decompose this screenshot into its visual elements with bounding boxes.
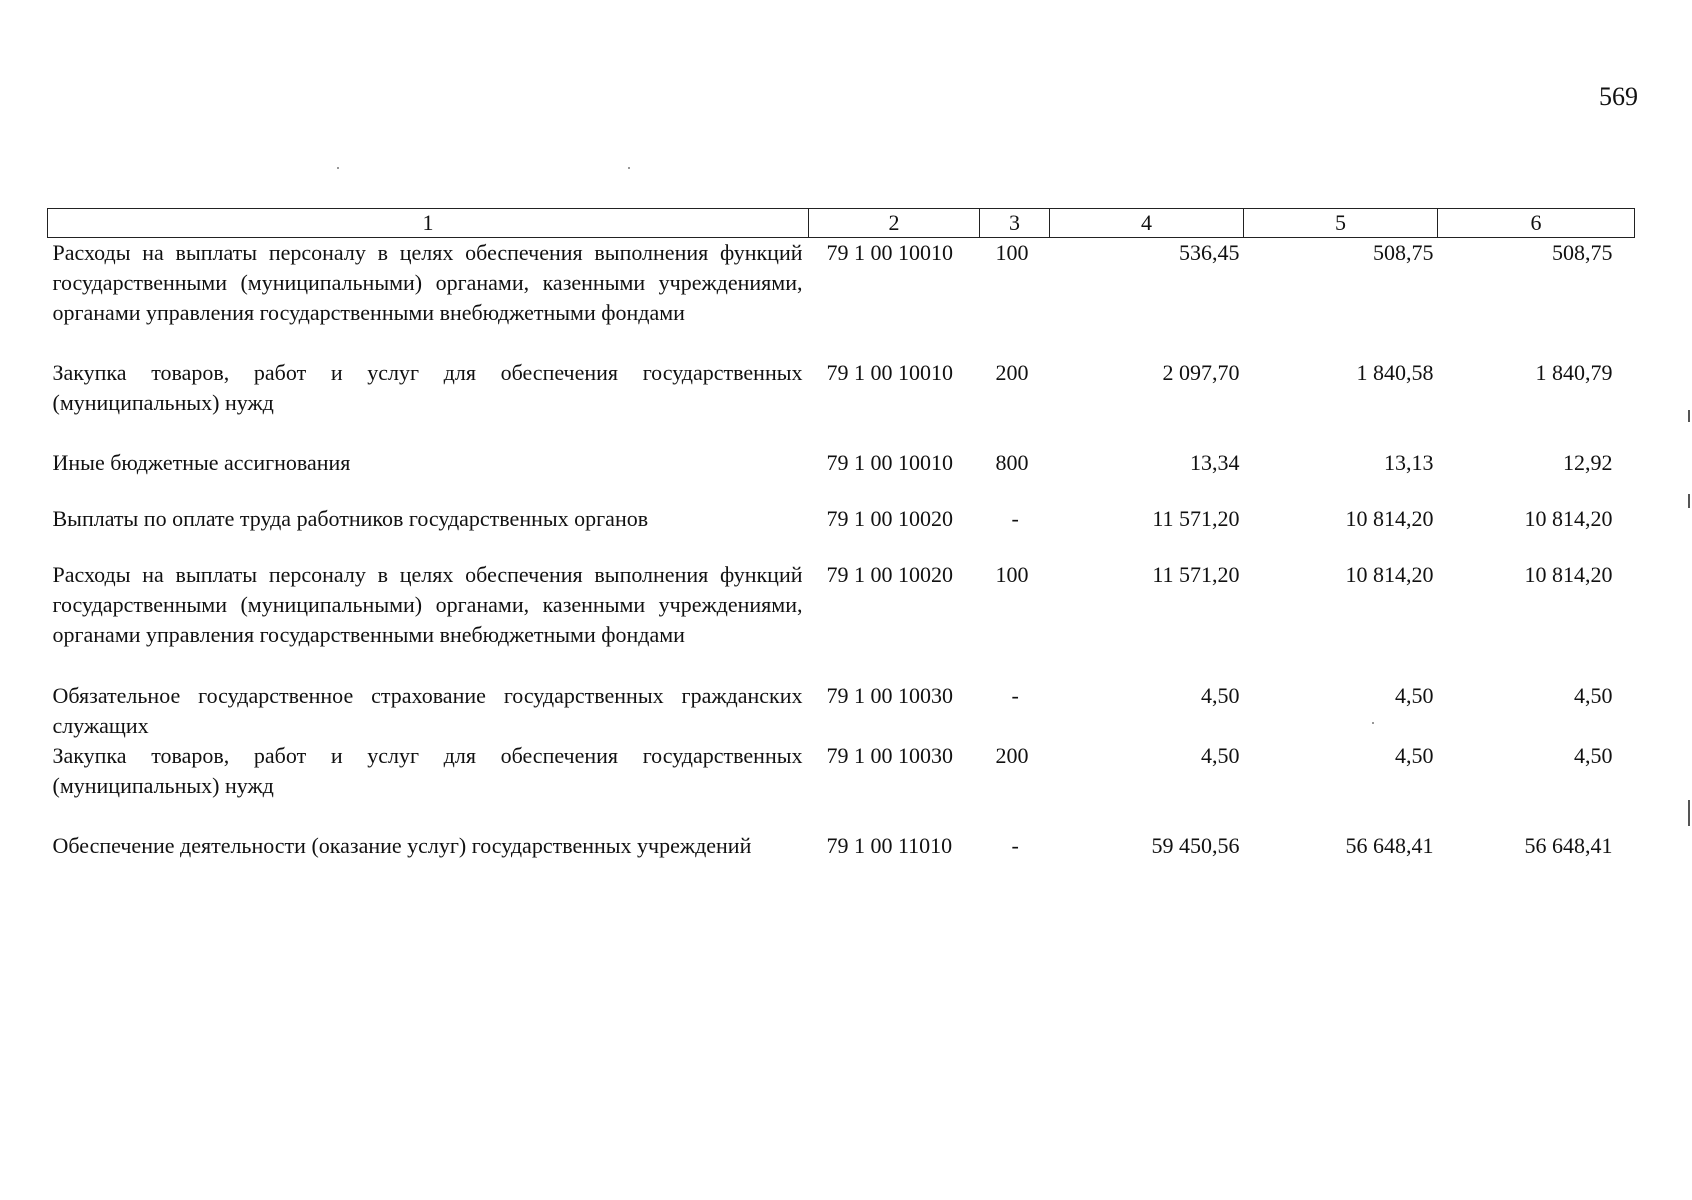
row-code: 79 1 00 10010 (826, 450, 953, 475)
row-value-6: 12,92 (1563, 450, 1613, 475)
row-code: 79 1 00 10020 (826, 562, 953, 587)
table-row (48, 560, 1635, 681)
row-name: Иные бюджетные ассигнования (52, 450, 351, 475)
row-value-5: 1 840,58 (1356, 360, 1434, 385)
row-value-4: 536,45 (1179, 240, 1240, 265)
row-value-4: 59 450,56 (1151, 833, 1240, 858)
header-row (48, 209, 1635, 238)
row-value-5: 56 648,41 (1345, 833, 1434, 858)
row-value-4: 4,50 (1201, 743, 1240, 768)
row-value-5: 10 814,20 (1345, 506, 1434, 531)
table-row (48, 358, 1635, 448)
row-type: 200 (995, 360, 1029, 385)
page-number: 569 (1599, 82, 1638, 111)
row-code: 79 1 00 10030 (826, 683, 953, 708)
table-row (48, 831, 1635, 861)
row-type: 100 (995, 562, 1029, 587)
header-cell-2: 2 (809, 209, 980, 238)
row-value-5: 4,50 (1395, 743, 1434, 768)
scan-edge-mark (1688, 494, 1690, 508)
row-value-6: 4,50 (1574, 743, 1613, 768)
row-value-4: 2 097,70 (1162, 360, 1240, 385)
table-row (48, 504, 1635, 560)
row-name: Обязательное государственное страхование государственных гражданских служащих (52, 683, 803, 738)
row-value-6: 4,50 (1574, 683, 1613, 708)
row-value-6: 56 648,41 (1524, 833, 1613, 858)
header-cell-1: 1 (48, 209, 809, 238)
table-row (48, 681, 1635, 741)
row-name: Выплаты по оплате труда работников государственных органов (52, 506, 649, 531)
scan-speck (337, 167, 339, 169)
row-type: - (1011, 506, 1019, 531)
row-type: 200 (995, 743, 1029, 768)
row-name: Обеспечение деятельности (оказание услуг) государственных учреждений (52, 833, 752, 858)
table-header (48, 209, 1635, 238)
row-value-6: 10 814,20 (1524, 506, 1613, 531)
row-value-6: 508,75 (1552, 240, 1613, 265)
row-type: - (1011, 683, 1019, 708)
scan-speck (628, 167, 630, 169)
header-cell-3: 3 (980, 209, 1050, 238)
row-code: 79 1 00 10030 (826, 743, 953, 768)
header-cell-5: 5 (1244, 209, 1438, 238)
row-value-4: 13,34 (1190, 450, 1240, 475)
header-cell-4: 4 (1050, 209, 1244, 238)
row-value-4: 11 571,20 (1152, 562, 1240, 587)
row-value-5: 10 814,20 (1345, 562, 1434, 587)
row-code: 79 1 00 10020 (826, 506, 953, 531)
row-name: Расходы на выплаты персоналу в целях обеспечения выполнения функций государственными (муниципальными) органами, казенными учреждениями, органами управления государственными внебюджетными фондами (52, 240, 803, 325)
row-code: 79 1 00 10010 (826, 240, 953, 265)
scan-edge-mark (1688, 800, 1690, 826)
row-name: Закупка товаров, работ и услуг для обеспечения государственных (муниципальных) нужд (52, 360, 803, 415)
row-value-5: 508,75 (1373, 240, 1434, 265)
row-code: 79 1 00 10010 (826, 360, 953, 385)
scan-edge-mark (1688, 410, 1690, 422)
table-body (48, 238, 1635, 862)
row-code: 79 1 00 11010 (826, 833, 953, 858)
table-row (48, 238, 1635, 359)
budget-table (47, 208, 1635, 861)
table-row (48, 741, 1635, 831)
row-value-4: 4,50 (1201, 683, 1240, 708)
row-type: 800 (995, 450, 1029, 475)
header-cell-6: 6 (1438, 209, 1635, 238)
row-value-5: 13,13 (1384, 450, 1434, 475)
row-value-6: 10 814,20 (1524, 562, 1613, 587)
row-value-5: 4,50 (1395, 683, 1434, 708)
row-value-4: 11 571,20 (1152, 506, 1240, 531)
row-name: Закупка товаров, работ и услуг для обеспечения государственных (муниципальных) нужд (52, 743, 803, 798)
table-row (48, 448, 1635, 504)
row-name: Расходы на выплаты персоналу в целях обеспечения выполнения функций государственными (муниципальными) органами, казенными учреждениями, органами управления государственными внебюджетными фондами (52, 562, 803, 647)
row-value-6: 1 840,79 (1535, 360, 1613, 385)
row-type: 100 (995, 240, 1029, 265)
row-type: - (1011, 833, 1019, 858)
